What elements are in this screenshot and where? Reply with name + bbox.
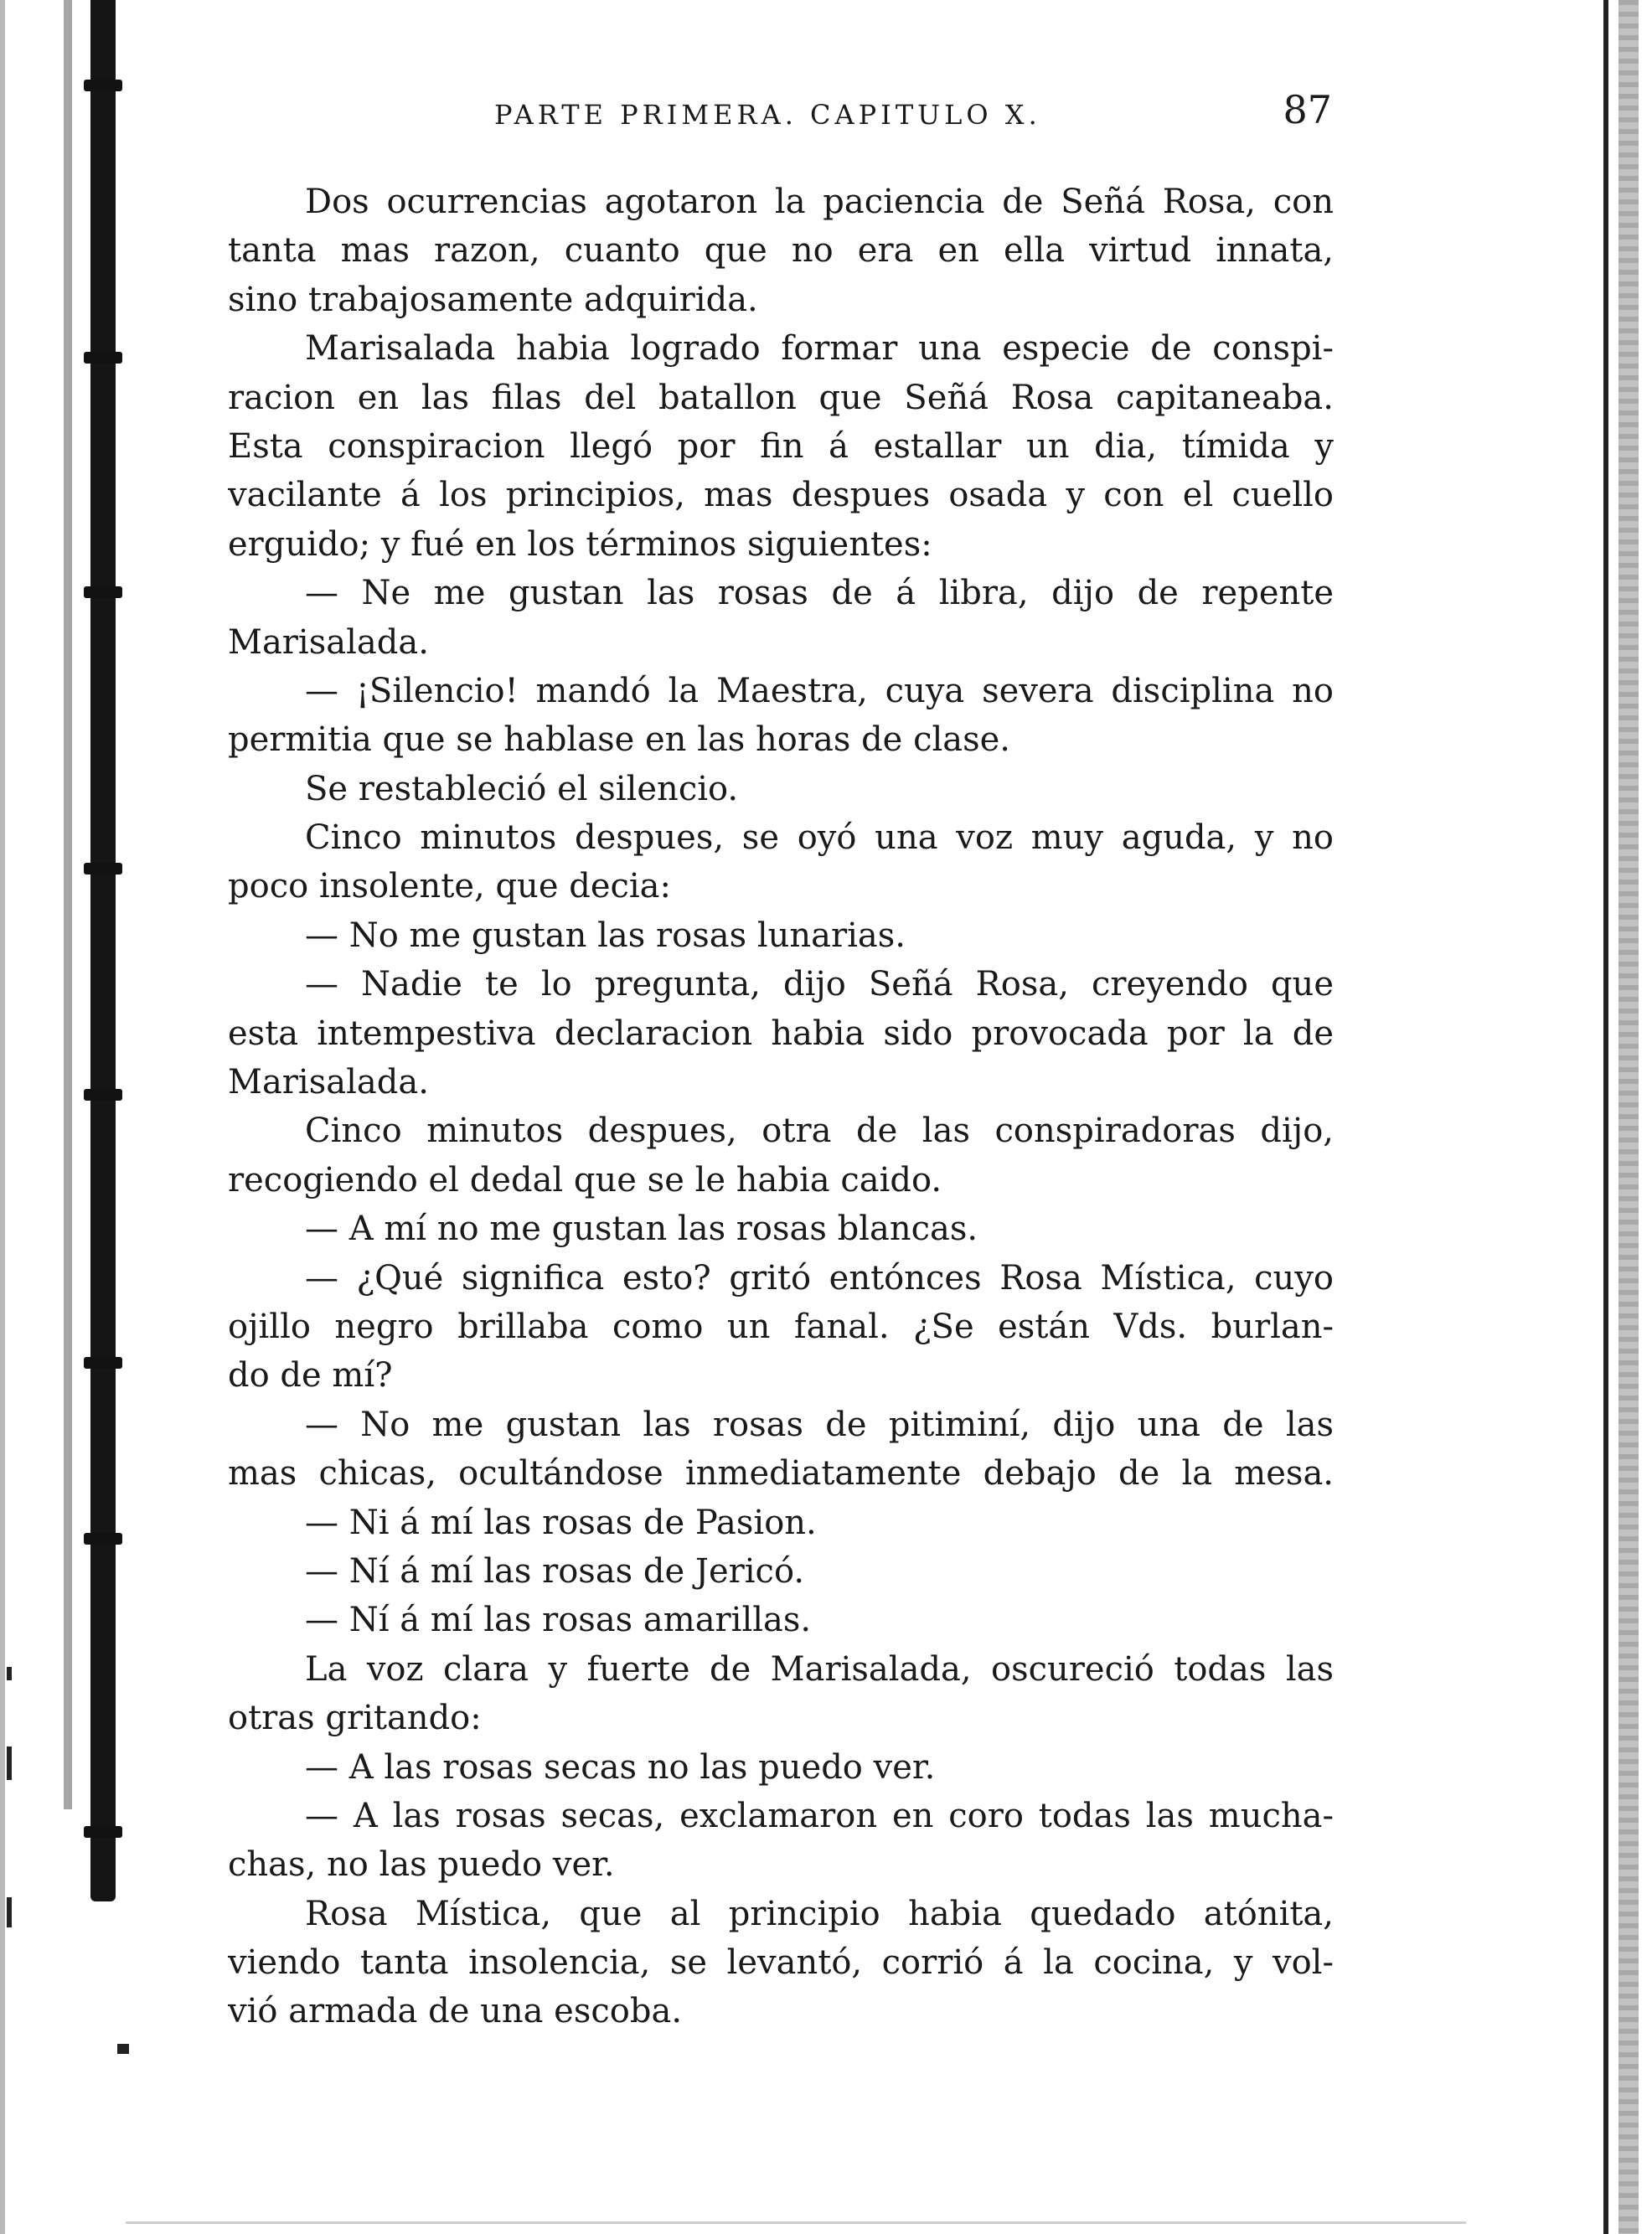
binding-stitch: [84, 863, 122, 875]
text-line: La voz clara y fuerte de Marisalada, oscureció todas las: [305, 1649, 1334, 1689]
binding-stitch: [84, 80, 122, 91]
text-line: — No me gustan las rosas de pitiminí, dijo una de las: [305, 1405, 1334, 1444]
text-line: viendo tanta insolencia, se levantó, corrió á la cocina, y vol-: [228, 1943, 1334, 1983]
text-line: — ¡Silencio! mandó la Maestra, cuya severa disciplina no: [305, 671, 1334, 710]
text-line: Cinco minutos despues, otra de las conspiradoras dijo,: [305, 1112, 1334, 1151]
page-edge-line: [1603, 0, 1608, 2234]
page-number: 87: [1283, 87, 1332, 132]
scan-mark: [7, 1897, 12, 1927]
text-line: Marisalada.: [228, 1063, 429, 1102]
text-line: vió armada de una escoba.: [228, 1992, 683, 2031]
running-head-title: PARTE PRIMERA. CAPITULO X.: [494, 99, 1041, 131]
text-line: erguido; y fué en los términos siguientes:: [228, 524, 932, 564]
text-line: do de mí?: [228, 1356, 393, 1396]
binding-stitch: [84, 1826, 122, 1838]
text-line: Rosa Mística, que al principio habia quedado atónita,: [305, 1894, 1334, 1933]
text-line: — Nadie te lo pregunta, dijo Señá Rosa, creyendo que: [305, 965, 1334, 1004]
text-line: Dos ocurrencias agotaron la paciencia de Señá Rosa, con: [305, 183, 1334, 221]
binding-stitch: [84, 1533, 122, 1545]
text-line: permitia que se hablase en las horas de clase.: [228, 720, 1011, 760]
text-line: — No me gustan las rosas lunarias.: [305, 916, 906, 955]
text-line: — Ne me gustan las rosas de á libra, dijo de repente: [305, 574, 1334, 613]
text-line: ojillo negro brillaba como un fanal. ¿Se están Vds. burlan-: [228, 1307, 1334, 1346]
text-line: Se restableció el silencio.: [305, 769, 739, 808]
page-edge: [1603, 0, 1640, 2234]
text-line: — A las rosas secas no las puedo ver.: [305, 1747, 936, 1787]
text-line: Marisalada.: [228, 622, 429, 662]
running-head: [494, 87, 1332, 146]
text-line: esta intempestiva declaracion habia sido provocada por la de: [228, 1014, 1334, 1053]
text-line: otras gritando:: [228, 1699, 482, 1738]
text-line: — A las rosas secas, exclamaron en coro todas las mucha-: [305, 1796, 1334, 1835]
scan-mark: [117, 2044, 129, 2054]
text-line: vacilante á los principios, mas despues osada y con el cuello: [228, 476, 1334, 515]
binding-stitch: [84, 1089, 122, 1101]
book-binding: [0, 0, 134, 2234]
text-line: Marisalada habia logrado formar una especie de conspi-: [305, 329, 1334, 369]
binding-stitch: [84, 586, 122, 598]
text-line: tanta mas razon, cuanto que no era en ella virtud innata,: [228, 231, 1334, 271]
binding-spine: [90, 0, 116, 1901]
text-line: poco insolente, que decia:: [228, 867, 672, 906]
bottom-rule: [126, 2221, 1466, 2224]
page-edge-texture: [1618, 0, 1639, 2234]
text-line: — A mí no me gustan las rosas blancas.: [305, 1210, 978, 1249]
binding-stitch: [84, 352, 122, 364]
text-line: — ¿Qué significa esto? gritó entónces Rosa Mística, cuyo: [305, 1258, 1334, 1298]
text-line: recogiendo el dedal que se le habia caido.: [228, 1160, 942, 1200]
text-line: — Ní á mí las rosas amarillas.: [305, 1601, 812, 1640]
scan-mark: [7, 1746, 12, 1780]
text-line: Cinco minutos despues, se oyó una voz muy aguda, y no: [305, 818, 1334, 858]
scan-mark: [7, 1667, 12, 1680]
text-line: — Ní á mí las rosas de Jericó.: [305, 1551, 805, 1591]
text-line: sino trabajosamente adquirida.: [228, 280, 758, 319]
text-line: Esta conspiracion llegó por fin á estallar un dia, tímida y: [228, 426, 1334, 466]
binding-stitch: [84, 1357, 122, 1369]
body-text: [228, 178, 1334, 2036]
text-line: — Ni á mí las rosas de Pasion.: [305, 1503, 817, 1542]
gutter-shadow: [0, 0, 5, 2234]
text-line: mas chicas, ocultándose inmediatamente debajo de la mesa.: [228, 1454, 1334, 1494]
text-line: racion en las filas del batallon que Señá Rosa capitaneaba.: [228, 378, 1334, 417]
text-line: chas, no las puedo ver.: [228, 1845, 615, 1885]
spine-edge: [64, 0, 72, 1809]
